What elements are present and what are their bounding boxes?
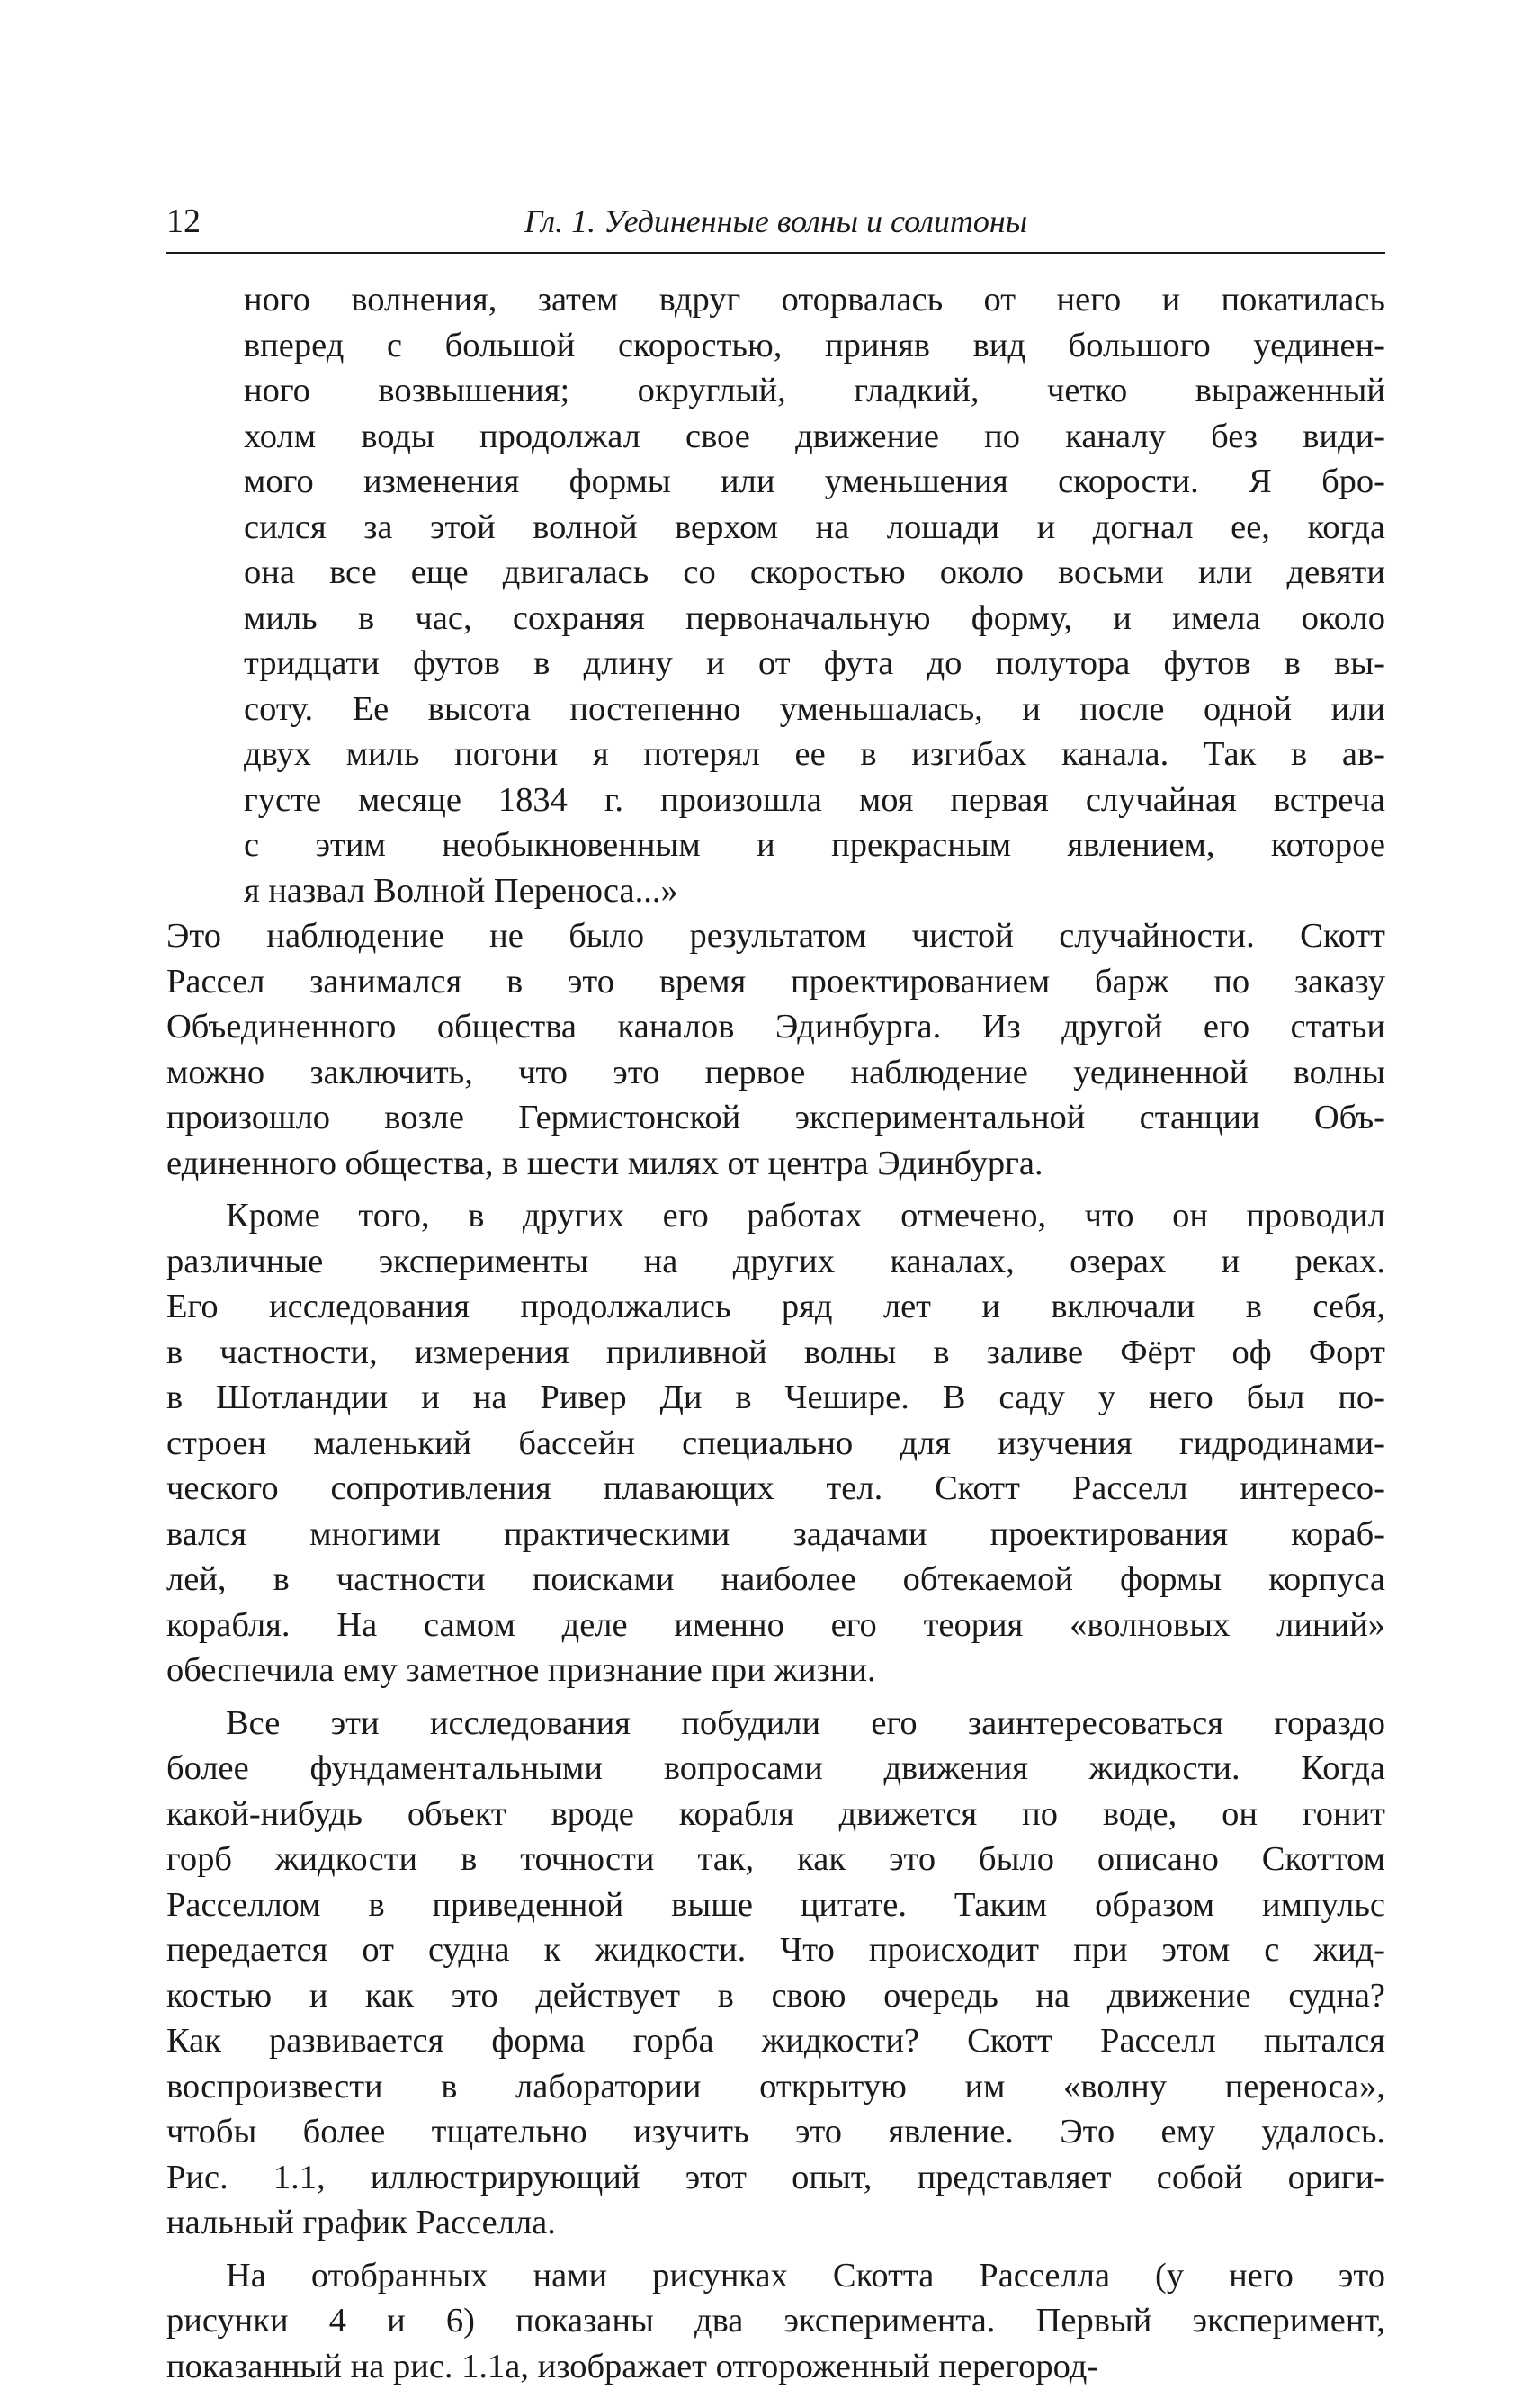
text-line: тридцати футов в длину и от фута до полутора футов в вы- bbox=[244, 641, 1385, 687]
text-line: Расселлом в приведенной выше цитате. Таким образом импульс bbox=[166, 1882, 1385, 1928]
paragraph-3 bbox=[166, 1701, 1385, 2246]
text-line: единенного общества, в шести милях от центра Эдинбурга. bbox=[166, 1141, 1385, 1187]
text-line: Все эти исследования побудили его заинтересоваться гораздо bbox=[166, 1701, 1385, 1747]
text-line: ного возвышения; округлый, гладкий, четко выраженный bbox=[244, 368, 1385, 414]
text-line: различные эксперименты на других каналах, озерах и реках. bbox=[166, 1239, 1385, 1285]
text-line: горб жидкости в точности так, как это было описано Скоттом bbox=[166, 1837, 1385, 1882]
text-line: костью и как это действует в свою очередь на движение судна? bbox=[166, 1973, 1385, 2019]
text-line: чтобы более тщательно изучить это явление. Это ему удалось. bbox=[166, 2109, 1385, 2155]
quote-block bbox=[244, 277, 1385, 913]
text-line: соту. Ее высота постепенно уменьшалась, и после одной или bbox=[244, 687, 1385, 732]
text-line: воспроизвести в лаборатории открытую им «волну переноса», bbox=[166, 2064, 1385, 2110]
text-line: произошло возле Гермистонской экспериментальной станции Объ- bbox=[166, 1095, 1385, 1141]
text-line: Это наблюдение не было результатом чистой случайности. Скотт bbox=[166, 913, 1385, 959]
text-line: сился за этой волной верхом на лошади и догнал ее, когда bbox=[244, 505, 1385, 551]
text-line: корабля. На самом деле именно его теория «волновых линий» bbox=[166, 1603, 1385, 1648]
text-line: миль в час, сохраняя первоначальную форму, и имела около bbox=[244, 596, 1385, 642]
text-line: можно заключить, что это первое наблюдение уединенной волны bbox=[166, 1050, 1385, 1096]
text-line: мого изменения формы или уменьшения скорости. Я бро- bbox=[244, 459, 1385, 505]
text-line: она все еще двигалась со скоростью около восьми или девяти bbox=[244, 550, 1385, 596]
text-line: Рис. 1.1, иллюстрирующий этот опыт, представляет собой ориги- bbox=[166, 2155, 1385, 2201]
text-line: какой-нибудь объект вроде корабля движется по воде, он гонит bbox=[166, 1792, 1385, 1837]
text-line: я назвал Волной Переноса...» bbox=[244, 868, 1385, 914]
text-line: Кроме того, в других его работах отмечено, что он проводил bbox=[166, 1193, 1385, 1239]
text-line: Как развивается форма горба жидкости? Скотт Расселл пытался bbox=[166, 2018, 1385, 2064]
text-line: показанный на рис. 1.1а, изображает отгороженный перегород- bbox=[166, 2344, 1385, 2389]
header-rule bbox=[166, 252, 1385, 254]
page-number: 12 bbox=[166, 202, 201, 241]
text-line: строен маленький бассейн специально для изучения гидродинами- bbox=[166, 1421, 1385, 1467]
page-header bbox=[166, 196, 1385, 243]
text-line: двух миль погони я потерял ее в изгибах канала. Так в ав- bbox=[244, 732, 1385, 777]
text-line: обеспечила ему заметное признание при жизни. bbox=[166, 1648, 1385, 1693]
text-line: рисунки 4 и 6) показаны два эксперимента. Первый эксперимент, bbox=[166, 2298, 1385, 2344]
text-line: вперед с большой скоростью, приняв вид большого уединен- bbox=[244, 323, 1385, 369]
text-line: с этим необыкновенным и прекрасным явлением, которое bbox=[244, 822, 1385, 868]
text-line: лей, в частности поисками наиболее обтекаемой формы корпуса bbox=[166, 1557, 1385, 1603]
text-line: ческого сопротивления плавающих тел. Скотт Расселл интересо- bbox=[166, 1466, 1385, 1512]
body-text bbox=[166, 277, 1385, 2389]
text-line: Рассел занимался в это время проектированием барж по заказу bbox=[166, 959, 1385, 1005]
text-line: в Шотландии и на Ривер Ди в Чешире. В саду у него был по- bbox=[166, 1375, 1385, 1421]
running-head: Гл. 1. Уединенные волны и солитоны bbox=[166, 202, 1385, 241]
text-line: вался многими практическими задачами проектирования кораб- bbox=[166, 1512, 1385, 1558]
text-line: густе месяце 1834 г. произошла моя первая случайная встреча bbox=[244, 777, 1385, 823]
text-line: более фундаментальными вопросами движения жидкости. Когда bbox=[166, 1746, 1385, 1792]
paragraph-4 bbox=[166, 2253, 1385, 2389]
text-line: Объединенного общества каналов Эдинбурга. Из другой его статьи bbox=[166, 1004, 1385, 1050]
text-line: передается от судна к жидкости. Что происходит при этом с жид- bbox=[166, 1927, 1385, 1973]
text-line: ного волнения, затем вдруг оторвалась от него и покатилась bbox=[244, 277, 1385, 323]
text-line: нальный график Расселла. bbox=[166, 2200, 1385, 2246]
text-line: холм воды продолжал свое движение по каналу без види- bbox=[244, 414, 1385, 460]
paragraph-1 bbox=[166, 913, 1385, 1186]
paragraph-2 bbox=[166, 1193, 1385, 1693]
text-line: Его исследования продолжались ряд лет и включали в себя, bbox=[166, 1284, 1385, 1330]
text-line: в частности, измерения приливной волны в заливе Фёрт оф Форт bbox=[166, 1330, 1385, 1376]
text-line: На отобранных нами рисунках Скотта Расселла (у него это bbox=[166, 2253, 1385, 2299]
